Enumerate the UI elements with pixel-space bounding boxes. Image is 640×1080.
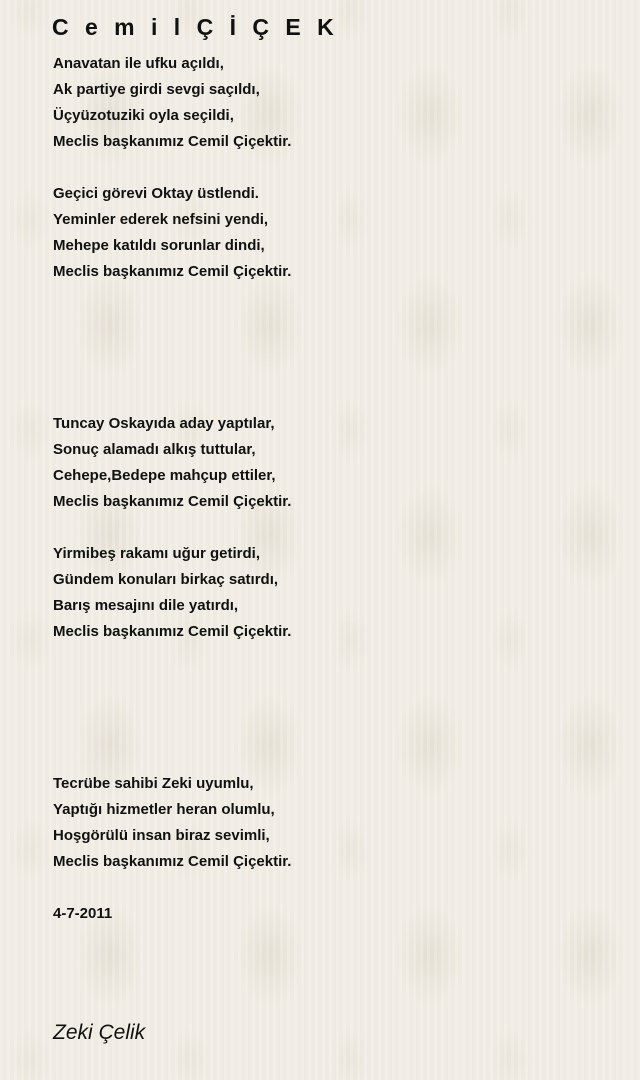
poem-line: Üçyüzotuziki oyla seçildi, [53, 107, 234, 124]
poem-line: Hoşgörülü insan biraz sevimli, [53, 827, 270, 844]
poem-line: Ak partiye girdi sevgi saçıldı, [53, 81, 260, 98]
poem-line: Meclis başkanımız Cemil Çiçektir. [53, 133, 292, 150]
poem-line: Anavatan ile ufku açıldı, [53, 55, 224, 72]
poem-line: Yaptığı hizmetler heran olumlu, [53, 801, 275, 818]
poem-line: Tuncay Oskayıda aday yaptılar, [53, 415, 275, 432]
poem-line: Yeminler ederek nefsini yendi, [53, 211, 269, 228]
poem-line: Meclis başkanımız Cemil Çiçektir. [53, 263, 292, 280]
poem-line: Yirmibeş rakamı uğur getirdi, [53, 545, 261, 562]
poem-line: Meclis başkanımız Cemil Çiçektir. [53, 853, 292, 870]
poem-line: Meclis başkanımız Cemil Çiçektir. [53, 623, 292, 640]
poem-line: Sonuç alamadı alkış tuttular, [53, 441, 256, 458]
poem-line: Meclis başkanımız Cemil Çiçektir. [53, 493, 292, 510]
poem-line: Gündem konuları birkaç satırdı, [53, 571, 279, 588]
poem-line: Barış mesajını dile yatırdı, [53, 597, 239, 614]
poem-title: C e m i l Ç İ Ç E K [52, 14, 339, 40]
poem-line: Cehepe,Bedepe mahçup ettiler, [53, 467, 276, 484]
poem-line: Mehepe katıldı sorunlar dindi, [53, 237, 265, 254]
poem-author: Zeki Çelik [53, 1021, 146, 1044]
poem-line: Geçici görevi Oktay üstlendi. [53, 185, 259, 202]
poem-line: Tecrübe sahibi Zeki uyumlu, [53, 775, 254, 792]
poem-date: 4-7-2011 [53, 905, 113, 922]
